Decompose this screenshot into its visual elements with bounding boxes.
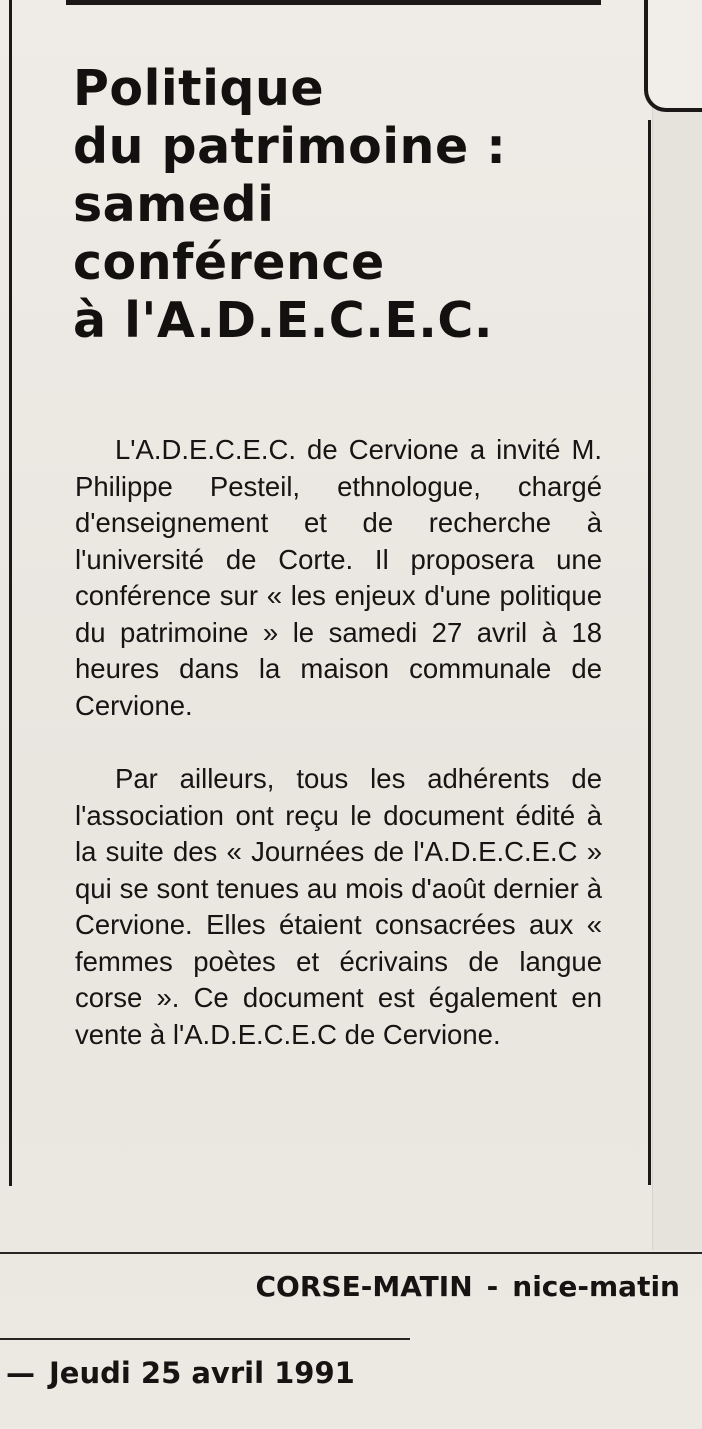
- article-headline: [73, 60, 633, 350]
- top-rule: [66, 0, 601, 5]
- publication-date: [6, 1356, 355, 1390]
- source-line: [0, 1270, 702, 1303]
- article-paragraph: Par ailleurs, tous les adhérents de l'association ont reçu le document édité à la suite des « Journées de l'A.D.E.C.E.C » qui se sont tenues au mois d'août dernier à Cervione. Elles étaient consacrées aux « femmes poètes et écrivains de langue corse ». Ce document est également en vente à l'A.D.E.C.E.C de Cervione.: [75, 763, 602, 1050]
- date-rule: [0, 1338, 410, 1340]
- footer-rule: [0, 1252, 702, 1254]
- article-paragraph: L'A.D.E.C.E.C. de Cervione a invité M. Philippe Pesteil, ethnologue, chargé d'enseignement et de recherche à l'université de Corte. Il proposera une conférence sur « les enjeux d'une politique du patrimoine » le samedi 27 avril à 18 heures dans la maison communale de Cervione.: [75, 434, 602, 721]
- headline-line: à l'A.D.E.C.E.C.: [73, 292, 493, 349]
- headline-line: du patrimoine :: [73, 118, 507, 175]
- date-text: Jeudi 25 avril 1991: [49, 1356, 355, 1390]
- article-body: [75, 432, 602, 1053]
- headline-line: Politique: [73, 60, 325, 117]
- headline-line: conférence: [73, 234, 385, 291]
- adjacent-frame-corner: [644, 0, 702, 112]
- adjacent-column-edge: [652, 0, 702, 1250]
- date-dash: —: [6, 1356, 35, 1390]
- source-separator: -: [486, 1270, 499, 1303]
- source-primary: CORSE-MATIN: [255, 1270, 473, 1303]
- column-rule-right: [648, 120, 651, 1185]
- source-secondary: nice-matin: [512, 1270, 680, 1303]
- column-rule-left: [9, 0, 12, 1186]
- headline-line: samedi: [73, 176, 275, 233]
